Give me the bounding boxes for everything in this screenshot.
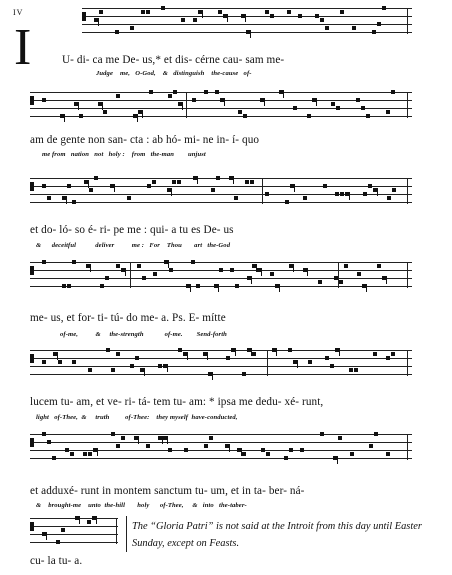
neume-note bbox=[250, 180, 254, 184]
staff-6 bbox=[30, 434, 412, 460]
neume-note bbox=[300, 448, 304, 452]
neume-note bbox=[67, 184, 71, 188]
neume-note bbox=[42, 432, 46, 436]
neume-note bbox=[243, 114, 247, 118]
neume-note bbox=[130, 26, 134, 30]
neume-note bbox=[121, 436, 125, 440]
neume-stem bbox=[339, 348, 340, 356]
neume-stem bbox=[279, 284, 280, 292]
neume-note bbox=[226, 356, 230, 360]
lyric-line-1: U- di- ca me De- us,* et dis- cérne cau- sam me- bbox=[62, 54, 285, 66]
neume-note bbox=[338, 436, 342, 440]
neume-note bbox=[141, 10, 145, 14]
neume-note bbox=[386, 356, 390, 360]
neume-note bbox=[196, 284, 200, 288]
neume-note bbox=[169, 268, 173, 272]
neume-note bbox=[178, 348, 182, 352]
neume-note bbox=[285, 200, 289, 204]
neume-note bbox=[142, 276, 146, 280]
lyric-line-6: et adduxé- runt in montem sanctum tu- um, et in ta- ber- ná- bbox=[30, 485, 305, 497]
staff-5 bbox=[30, 350, 412, 376]
neume-note bbox=[340, 10, 344, 14]
neume-note bbox=[252, 352, 256, 356]
neume-stem bbox=[245, 14, 246, 22]
neume-note bbox=[288, 348, 292, 352]
neume-note bbox=[89, 188, 93, 192]
lyric-line-5: lucem tu- am, et ve- ri- tá- tem tu- am: * ipsa me dedu- xé- runt, bbox=[30, 396, 324, 408]
neume-note bbox=[386, 452, 390, 456]
neume-note bbox=[111, 432, 115, 436]
neume-note bbox=[293, 106, 297, 110]
neume-stem bbox=[202, 10, 203, 18]
neume-stem bbox=[137, 114, 138, 122]
neume-note bbox=[350, 452, 354, 456]
neume-note bbox=[242, 372, 246, 376]
neume-note bbox=[215, 90, 219, 94]
neume-stem bbox=[250, 30, 251, 38]
neume-note bbox=[392, 188, 396, 192]
neume-note bbox=[168, 94, 172, 98]
neume-stem bbox=[187, 352, 188, 360]
neume-note bbox=[52, 456, 56, 460]
neume-note bbox=[65, 448, 69, 452]
neume-note bbox=[152, 180, 156, 184]
mode-label: IV bbox=[13, 8, 24, 17]
neume-note bbox=[67, 284, 71, 288]
neume-note bbox=[287, 10, 291, 14]
neume-stem bbox=[264, 98, 265, 106]
neume-stem bbox=[207, 352, 208, 360]
neume-note bbox=[356, 98, 360, 102]
neume-note bbox=[42, 260, 46, 264]
neume-note bbox=[147, 184, 151, 188]
neume-stem bbox=[366, 284, 367, 292]
clef-icon bbox=[30, 96, 34, 105]
neume-note bbox=[377, 22, 381, 26]
neume-note bbox=[149, 90, 153, 94]
neume-note bbox=[103, 110, 107, 114]
neume-note bbox=[323, 184, 327, 188]
neume-note bbox=[100, 284, 104, 288]
staff-7 bbox=[30, 518, 118, 544]
neume-note bbox=[192, 98, 196, 102]
neume-note bbox=[307, 114, 311, 118]
lyric-line-7: cu- la tu- a. bbox=[30, 555, 83, 567]
neume-note bbox=[47, 440, 51, 444]
neume-note bbox=[177, 180, 181, 184]
neume-stem bbox=[66, 196, 67, 204]
clef-icon bbox=[30, 354, 34, 363]
rubric-divider bbox=[126, 516, 127, 552]
neume-stem bbox=[229, 444, 230, 452]
neume-note bbox=[373, 352, 377, 356]
clef-icon bbox=[30, 438, 34, 447]
neume-note bbox=[219, 268, 223, 272]
translation-line-2: me from nation not holy : from the-man unjust bbox=[42, 151, 206, 158]
neume-note bbox=[184, 448, 188, 452]
neume-note bbox=[374, 432, 378, 436]
neume-stem bbox=[386, 276, 387, 284]
neume-note bbox=[130, 364, 134, 368]
translation-line-4: of-me, & the-strength of-me. Send-forth bbox=[60, 331, 227, 338]
neume-note bbox=[270, 14, 274, 18]
neume-note bbox=[116, 444, 120, 448]
neume-note bbox=[315, 14, 319, 18]
neume-note bbox=[270, 272, 274, 276]
neume-stem bbox=[197, 176, 198, 184]
neume-note bbox=[284, 456, 288, 460]
neume-stem bbox=[316, 98, 317, 106]
neume-stem bbox=[294, 184, 295, 192]
neume-stem bbox=[90, 264, 91, 272]
neume-stem bbox=[227, 14, 228, 22]
neume-note bbox=[335, 192, 339, 196]
neume-note bbox=[116, 94, 120, 98]
neume-note bbox=[181, 18, 185, 22]
neume-stem bbox=[167, 364, 168, 372]
neume-note bbox=[242, 452, 246, 456]
neume-stem bbox=[307, 268, 308, 276]
lyric-line-4: me- us, et for- ti- tú- do me- a. Ps. E- mítte bbox=[30, 312, 226, 324]
rubric-note: The “Gloria Patri” is not said at the Introit from this day until Easter Sunday, except on Feasts. bbox=[132, 521, 422, 549]
staff-2 bbox=[30, 92, 412, 118]
neume-note bbox=[72, 200, 76, 204]
neume-note bbox=[116, 352, 120, 356]
neume-stem bbox=[261, 268, 262, 276]
neume-stem bbox=[297, 360, 298, 368]
translation-line-3: & deceitful deliver me : For Thou art the-God bbox=[36, 242, 231, 249]
neume-note bbox=[245, 180, 249, 184]
neume-note bbox=[238, 110, 242, 114]
clef-icon bbox=[30, 522, 34, 531]
neume-note bbox=[135, 356, 139, 360]
neume-note bbox=[320, 432, 324, 436]
neume-note bbox=[161, 6, 165, 10]
neume-note bbox=[70, 452, 74, 456]
lyric-line-3: et do- ló- so é- ri- pe me : qui- a tu es De- us bbox=[30, 224, 234, 236]
neume-note bbox=[318, 280, 322, 284]
neume-note bbox=[354, 368, 358, 372]
neume-note bbox=[349, 368, 353, 372]
neume-stem bbox=[377, 188, 378, 196]
neume-note bbox=[298, 14, 302, 18]
neume-note bbox=[235, 284, 239, 288]
translation-line-6: & brought-me unto the-hill holy of-Thee, & into the-taber- bbox=[36, 502, 247, 509]
neume-stem bbox=[138, 436, 139, 444]
neume-note bbox=[47, 196, 51, 200]
neume-note bbox=[106, 348, 110, 352]
neume-note bbox=[58, 360, 62, 364]
neume-stem bbox=[218, 284, 219, 292]
neume-note bbox=[42, 184, 46, 188]
neume-note bbox=[211, 188, 215, 192]
neume-note bbox=[331, 102, 335, 106]
neume-stem bbox=[102, 102, 103, 110]
neume-stem bbox=[276, 348, 277, 356]
neume-note bbox=[79, 114, 83, 118]
neume-note bbox=[42, 360, 46, 364]
neume-stem bbox=[64, 114, 65, 122]
neume-note bbox=[168, 448, 172, 452]
neume-note bbox=[352, 26, 356, 30]
neume-note bbox=[361, 106, 365, 110]
neume-note bbox=[334, 276, 338, 280]
neume-stem bbox=[171, 188, 172, 196]
neume-note bbox=[146, 10, 150, 14]
neume-note bbox=[88, 368, 92, 372]
neume-note bbox=[204, 444, 208, 448]
neume-note bbox=[137, 264, 141, 268]
neume-note bbox=[72, 360, 76, 364]
neume-note bbox=[115, 30, 119, 34]
neume-stem bbox=[337, 456, 338, 464]
neume-note bbox=[99, 10, 103, 14]
neume-note bbox=[216, 176, 220, 180]
neume-note bbox=[146, 444, 150, 448]
neume-note bbox=[344, 264, 348, 268]
neume-note bbox=[369, 444, 373, 448]
clef-icon bbox=[82, 12, 86, 21]
neume-note bbox=[218, 10, 222, 14]
neume-note bbox=[116, 264, 120, 268]
neume-note bbox=[127, 196, 131, 200]
neume-stem bbox=[233, 176, 234, 184]
lyric-line-2: am de gente non san- cta : ab hó- mi- ne in- í- quo bbox=[30, 134, 260, 146]
neume-stem bbox=[293, 264, 294, 272]
clef-icon bbox=[30, 182, 34, 191]
translation-line-5: light of-Thee, & truth of-Thee: they myself have-conducted, bbox=[36, 414, 238, 421]
neume-note bbox=[377, 264, 381, 268]
neume-stem bbox=[114, 184, 115, 192]
neume-note bbox=[88, 452, 92, 456]
neume-note bbox=[308, 360, 312, 364]
neume-note bbox=[173, 90, 177, 94]
neume-note bbox=[266, 452, 270, 456]
neume-note bbox=[387, 196, 391, 200]
neume-stem bbox=[125, 268, 126, 276]
neume-stem bbox=[283, 90, 284, 98]
neume-note bbox=[105, 276, 109, 280]
neume-note bbox=[230, 268, 234, 272]
neume-stem bbox=[168, 260, 169, 268]
neume-note bbox=[42, 98, 46, 102]
neume-stem bbox=[212, 372, 213, 380]
neume-note bbox=[56, 540, 60, 544]
neume-note bbox=[261, 448, 265, 452]
neume-note bbox=[391, 90, 395, 94]
neume-note bbox=[303, 196, 307, 200]
neume-stem bbox=[79, 516, 80, 524]
neume-note bbox=[325, 356, 329, 360]
neume-note bbox=[265, 10, 269, 14]
neume-note bbox=[158, 364, 162, 368]
neume-note bbox=[386, 110, 390, 114]
neume-note bbox=[336, 106, 340, 110]
neume-note bbox=[382, 6, 386, 10]
neume-note bbox=[368, 184, 372, 188]
neume-note bbox=[391, 352, 395, 356]
neume-stem bbox=[349, 192, 350, 200]
neume-note bbox=[209, 436, 213, 440]
neume-note bbox=[94, 176, 98, 180]
neume-note bbox=[340, 192, 344, 196]
neume-note bbox=[289, 448, 293, 452]
neume-note bbox=[234, 196, 238, 200]
neume-note bbox=[153, 272, 157, 276]
translation-line-1: Judge me, O-God, & distinguish the-cause of- bbox=[96, 70, 252, 77]
neume-stem bbox=[235, 348, 236, 356]
initial-letter: I bbox=[14, 19, 32, 76]
neume-note bbox=[357, 272, 361, 276]
neume-note bbox=[265, 192, 269, 196]
neume-note bbox=[61, 528, 65, 532]
neume-note bbox=[191, 260, 195, 264]
neume-note bbox=[193, 18, 197, 22]
neume-stem bbox=[57, 352, 58, 360]
neume-note bbox=[330, 364, 334, 368]
neume-note bbox=[339, 280, 343, 284]
neume-stem bbox=[182, 102, 183, 110]
neume-note bbox=[366, 114, 370, 118]
neume-note bbox=[320, 18, 324, 22]
neume-note bbox=[204, 90, 208, 94]
neume-stem bbox=[142, 110, 143, 118]
neume-stem bbox=[88, 180, 89, 188]
neume-stem bbox=[78, 102, 79, 110]
neume-note bbox=[372, 30, 376, 34]
neume-note bbox=[325, 26, 329, 30]
neume-note bbox=[72, 260, 76, 264]
neume-stem bbox=[97, 448, 98, 456]
neume-stem bbox=[190, 284, 191, 292]
neume-note bbox=[62, 284, 66, 288]
neume-stem bbox=[144, 368, 145, 376]
neume-stem bbox=[98, 18, 99, 26]
neume-note bbox=[87, 520, 91, 524]
neume-note bbox=[111, 368, 115, 372]
neume-stem bbox=[96, 516, 97, 524]
neume-stem bbox=[167, 436, 168, 444]
neume-stem bbox=[224, 98, 225, 106]
neume-note bbox=[83, 452, 87, 456]
clef-icon bbox=[30, 266, 34, 275]
neume-note bbox=[363, 192, 367, 196]
neume-note bbox=[172, 180, 176, 184]
neume-stem bbox=[46, 532, 47, 540]
neume-stem bbox=[251, 276, 252, 284]
